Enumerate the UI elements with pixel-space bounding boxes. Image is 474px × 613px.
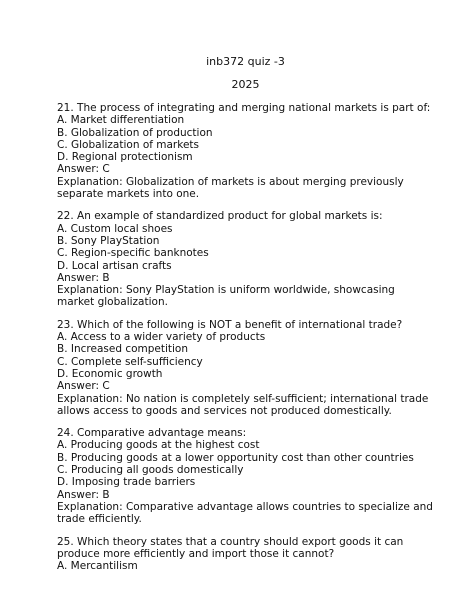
option-d: D. Local artisan crafts <box>57 259 172 272</box>
option-b: B. Globalization of production <box>57 126 213 139</box>
option-b: B. Producing goods at a lower opportunity cost than other countries <box>57 451 414 464</box>
option-c: C. Producing all goods domestically <box>57 464 244 477</box>
explanation-text: Explanation: Globalization of markets is about merging previously separate markets into one. <box>57 175 404 201</box>
option-d: D. Imposing trade barriers <box>57 476 196 489</box>
question-text: 23. Which of the following is NOT a benefit of international trade? <box>57 318 403 331</box>
option-a: A. Market differentiation <box>57 114 185 127</box>
answer-text: Answer: B <box>57 271 110 284</box>
option-d: D. Economic growth <box>57 367 163 380</box>
document-year: 2025 <box>231 78 260 91</box>
question-block-25 <box>57 536 434 573</box>
question-text: 21. The process of integrating and merging national markets is part of: <box>57 102 431 114</box>
question-list <box>57 102 434 572</box>
option-a: A. Custom local shoes <box>57 222 173 235</box>
question-text: 24. Comparative advantage means: <box>57 427 247 440</box>
question-block-21 <box>57 102 434 200</box>
answer-text: Answer: B <box>57 488 110 501</box>
option-b: B. Sony PlayStation <box>57 234 160 247</box>
option-d: D. Regional protectionism <box>57 151 193 164</box>
option-a: A. Producing goods at the highest cost <box>57 439 260 452</box>
question-block-24 <box>57 427 434 525</box>
question-block-22 <box>57 210 434 308</box>
question-text: 25. Which theory states that a country should export goods it can produce more efficiently and import those it cannot? <box>57 535 404 560</box>
question-block-23 <box>57 319 434 417</box>
option-c: C. Globalization of markets <box>57 138 200 151</box>
option-c: C. Complete self-sufficiency <box>57 355 203 368</box>
question-text: 22. An example of standardized product for global markets is: <box>57 210 383 223</box>
explanation-text: Explanation: Comparative advantage allows countries to specialize and trade efficiently. <box>57 500 433 526</box>
document-title: inb372 quiz -3 <box>206 55 285 68</box>
answer-text: Answer: C <box>57 380 110 393</box>
answer-text: Answer: C <box>57 163 110 176</box>
explanation-text: Explanation: No nation is completely self-sufficient; international trade allows access to goods and services not produced domestically. <box>57 392 429 417</box>
option-a: A. Mercantilism <box>57 560 138 573</box>
option-a: A. Access to a wider variety of products <box>57 331 266 344</box>
option-b: B. Increased competition <box>57 343 189 356</box>
explanation-text: Explanation: Sony PlayStation is uniform worldwide, showcasing market globalization. <box>57 284 395 309</box>
option-c: C. Region-specific banknotes <box>57 247 209 260</box>
